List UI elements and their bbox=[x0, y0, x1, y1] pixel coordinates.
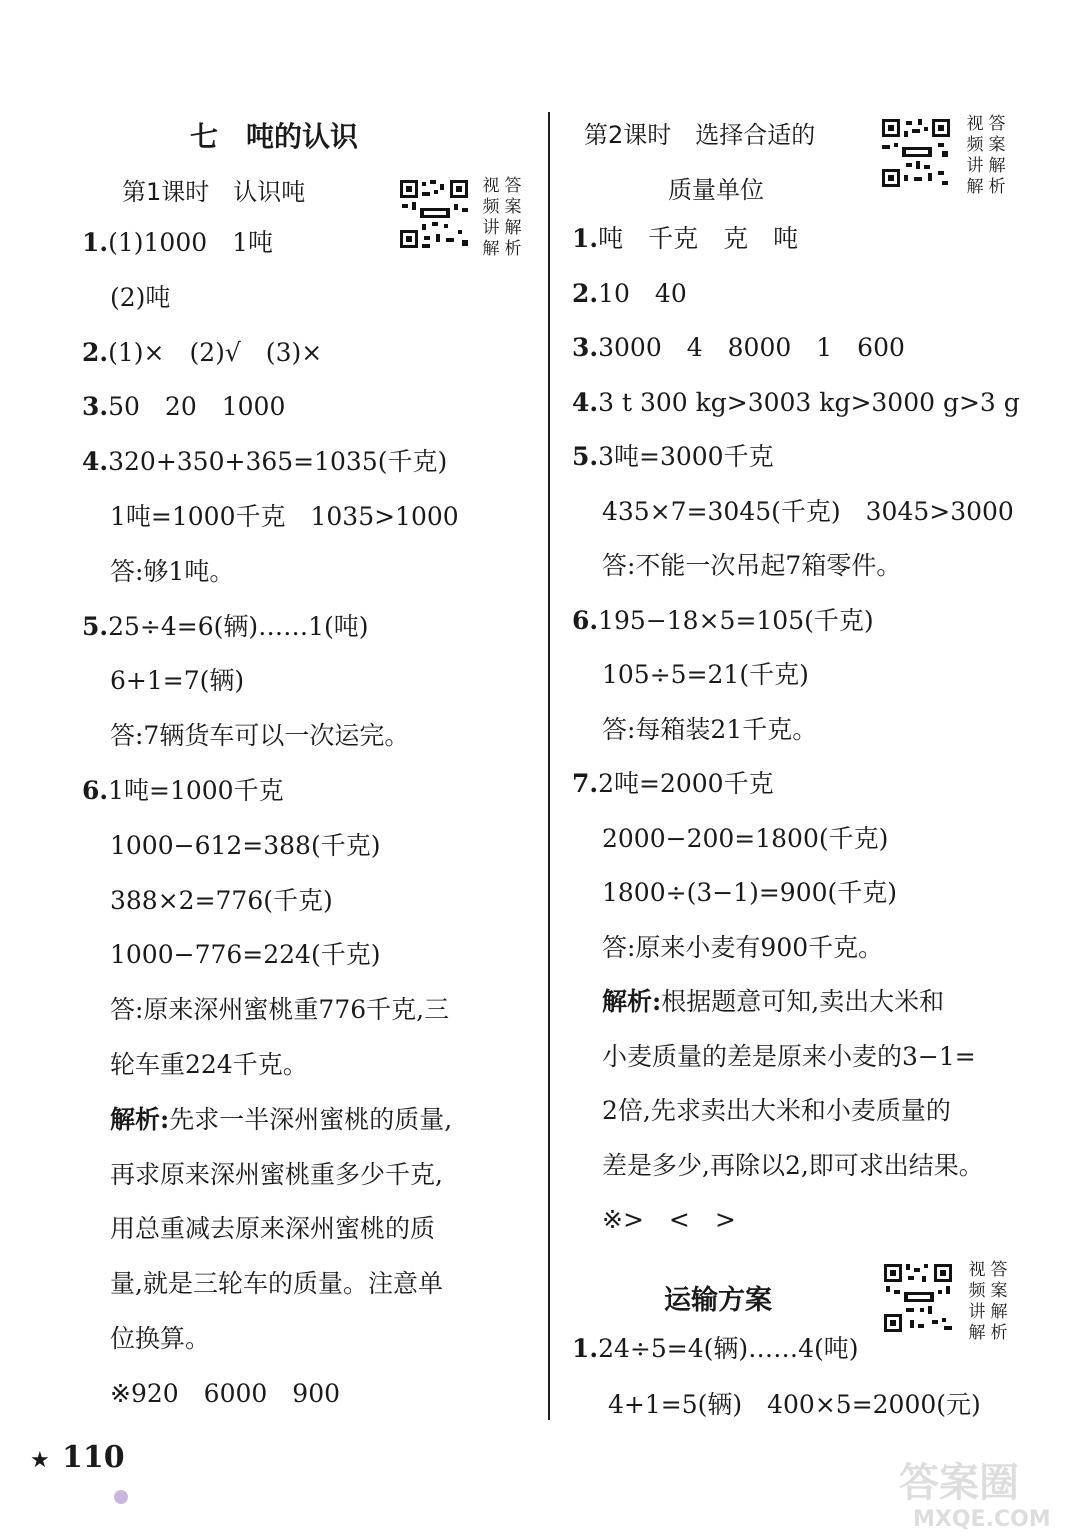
qr-caption-char: 答 bbox=[504, 176, 522, 196]
qr-caption-char: 答 bbox=[988, 114, 1006, 134]
analysis-label: 解析: bbox=[110, 1104, 170, 1134]
answer-line bbox=[602, 876, 897, 910]
answer-text: 吨 千克 克 吨 bbox=[598, 224, 799, 253]
answer-text: 4+1=5(辆) 400×5=2000(元) bbox=[608, 1390, 981, 1419]
page-number: 110 bbox=[62, 1440, 125, 1475]
answer-text: 50 20 1000 bbox=[108, 392, 286, 422]
qr-caption-char: 频 bbox=[482, 197, 500, 217]
question-number: 1. bbox=[572, 1334, 599, 1363]
answer-text: 435×7=3045(千克) 3045>3000 bbox=[602, 496, 1014, 526]
answer-line bbox=[602, 713, 817, 747]
question-number: 3. bbox=[82, 392, 109, 422]
answer-text: 答:够1吨。 bbox=[110, 556, 235, 586]
lesson-2-title-line1: 第2课时 选择合适的 bbox=[584, 121, 816, 149]
question-number: 1. bbox=[82, 228, 109, 257]
answer-line bbox=[572, 277, 687, 311]
qr-caption-char: 解 bbox=[482, 239, 500, 259]
answer-text: 1000−612=388(千克) bbox=[110, 830, 381, 860]
answer-line bbox=[110, 664, 244, 698]
answer-line bbox=[110, 1322, 210, 1356]
qr-caption-char: 讲 bbox=[482, 218, 500, 238]
answer-line bbox=[602, 985, 944, 1019]
answer-line bbox=[602, 1149, 984, 1183]
answer-line bbox=[572, 1332, 859, 1366]
answer-text: 105÷5=21(千克) bbox=[602, 660, 809, 689]
qr-caption-char: 解 bbox=[990, 1302, 1008, 1322]
qr-caption bbox=[480, 176, 526, 260]
answer-line bbox=[110, 884, 333, 918]
answer-line bbox=[82, 226, 273, 260]
question-number: 1. bbox=[572, 224, 599, 253]
answer-line bbox=[608, 1388, 981, 1422]
answer-text: 根据题意可知,卖出大米和 bbox=[661, 987, 945, 1016]
qr-caption-char: 析 bbox=[504, 239, 522, 259]
answer-text: 10 40 bbox=[598, 278, 687, 308]
answer-line bbox=[82, 390, 285, 424]
answer-text: 先求一半深州蜜桃的质量, bbox=[169, 1104, 453, 1134]
answer-text: ※920 6000 900 bbox=[110, 1378, 341, 1408]
answer-line bbox=[572, 331, 905, 365]
answer-text: 195−18×5=105(千克) bbox=[598, 605, 874, 635]
answer-text: 答:7辆货车可以一次运完。 bbox=[110, 721, 410, 751]
answer-text: 25÷4=6(辆)……1(吨) bbox=[108, 611, 369, 641]
answer-text: 答:原来深州蜜桃重776千克,三 bbox=[110, 995, 450, 1025]
answer-line bbox=[82, 336, 322, 370]
decorative-dot bbox=[114, 1490, 128, 1504]
answer-line bbox=[110, 829, 380, 863]
question-number: 2. bbox=[82, 337, 109, 367]
question-number: 2. bbox=[572, 278, 599, 308]
qr-caption-char: 案 bbox=[990, 1281, 1008, 1301]
answer-line bbox=[602, 1094, 951, 1128]
chapter-title: 七 吨的认识 bbox=[190, 120, 359, 153]
answer-text: 320+350+365=1035(千克) bbox=[108, 447, 448, 477]
answer-text: 3 t 300 kg>3003 kg>3000 g>3 g bbox=[598, 387, 1020, 417]
qr-caption-char: 析 bbox=[988, 177, 1006, 197]
qr-code-icon[interactable] bbox=[882, 1262, 954, 1334]
question-number: 6. bbox=[82, 776, 109, 805]
answer-line bbox=[602, 822, 888, 856]
qr-caption-char: 视 bbox=[482, 176, 500, 196]
answer-line bbox=[572, 440, 774, 474]
answer-text: 答:原来小麦有900千克。 bbox=[602, 932, 884, 962]
answer-line bbox=[110, 993, 449, 1027]
answer-line bbox=[110, 1158, 443, 1192]
answer-text: 24÷5=4(辆)……4(吨) bbox=[598, 1334, 859, 1363]
answer-text: 答:不能一次吊起7箱零件。 bbox=[602, 551, 902, 580]
question-number: 6. bbox=[572, 605, 599, 635]
qr-caption-char: 解 bbox=[966, 177, 984, 197]
answer-line bbox=[110, 1048, 308, 1082]
answer-line bbox=[110, 500, 459, 534]
qr-caption-char: 讲 bbox=[966, 156, 984, 176]
answer-text: 2倍,先求卖出大米和小麦质量的 bbox=[602, 1096, 951, 1125]
analysis-label: 解析: bbox=[602, 987, 662, 1016]
answer-text: 用总重减去原来深州蜜桃的质 bbox=[110, 1214, 436, 1244]
answer-text: 1000−776=224(千克) bbox=[110, 940, 381, 970]
answer-line bbox=[572, 604, 874, 638]
question-number: 3. bbox=[572, 333, 599, 362]
svg-text:MXQE.COM: MXQE.COM bbox=[913, 1507, 1051, 1530]
answer-text: 轮车重224千克。 bbox=[110, 1050, 308, 1079]
column-divider bbox=[548, 112, 550, 1420]
answer-text: 1800÷(3−1)=900(千克) bbox=[602, 878, 898, 907]
qr-caption-char: 析 bbox=[990, 1323, 1008, 1343]
answer-text: 量,就是三轮车的质量。注意单 bbox=[110, 1269, 443, 1299]
answer-text: 1吨=1000千克 bbox=[108, 776, 284, 805]
answer-text: 2000−200=1800(千克) bbox=[602, 823, 889, 853]
answer-line bbox=[602, 549, 901, 583]
qr-caption-char: 案 bbox=[988, 135, 1006, 155]
answer-line bbox=[602, 495, 1014, 529]
qr-caption-char: 解 bbox=[988, 156, 1006, 176]
answer-line bbox=[82, 774, 284, 808]
qr-caption-char: 解 bbox=[504, 218, 522, 238]
answer-text: 答:每箱装21千克。 bbox=[602, 714, 818, 744]
answer-text: 再求原来深州蜜桃重多少千克, bbox=[110, 1159, 443, 1189]
star-icon: ★ bbox=[30, 1448, 50, 1473]
answer-text: 位换算。 bbox=[110, 1324, 211, 1353]
answer-text: ※> < > bbox=[602, 1205, 736, 1234]
qr-caption-char: 频 bbox=[966, 135, 984, 155]
answer-line bbox=[602, 1040, 976, 1074]
svg-text:答案圈: 答案圈 bbox=[899, 1460, 1019, 1506]
answer-text: 2吨=2000千克 bbox=[598, 769, 774, 798]
answer-line bbox=[82, 445, 447, 479]
answer-line bbox=[110, 1103, 452, 1137]
qr-caption-char: 视 bbox=[968, 1260, 986, 1280]
answer-line bbox=[110, 719, 409, 753]
answer-line bbox=[110, 1212, 435, 1246]
answer-line bbox=[572, 386, 1020, 420]
question-number: 5. bbox=[572, 442, 599, 471]
answer-line bbox=[110, 1267, 443, 1301]
qr-caption bbox=[966, 1260, 1012, 1344]
watermark-logo bbox=[895, 1450, 1065, 1530]
qr-code-icon[interactable] bbox=[398, 178, 470, 250]
question-number: 7. bbox=[572, 769, 599, 798]
answer-text: 小麦质量的差是原来小麦的3−1= bbox=[602, 1041, 976, 1071]
question-number: 4. bbox=[572, 387, 599, 417]
answer-text: (1)× (2)√ (3)× bbox=[108, 337, 323, 367]
answer-text: 6+1=7(辆) bbox=[110, 666, 245, 696]
qr-caption-char: 频 bbox=[968, 1281, 986, 1301]
answer-line bbox=[110, 1377, 340, 1411]
qr-code-icon[interactable] bbox=[880, 117, 952, 189]
answer-text: 1吨=1000千克 1035>1000 bbox=[110, 502, 459, 531]
answer-text: (1)1000 1吨 bbox=[108, 228, 274, 257]
qr-caption-char: 案 bbox=[504, 197, 522, 217]
answer-text: (2)吨 bbox=[110, 282, 171, 312]
answer-line bbox=[110, 938, 380, 972]
answer-text: 3吨=3000千克 bbox=[598, 442, 774, 471]
answer-text: 3000 4 8000 1 600 bbox=[598, 333, 905, 362]
answer-line bbox=[572, 767, 774, 801]
question-number: 5. bbox=[82, 611, 109, 641]
answer-line bbox=[110, 555, 234, 589]
answer-line bbox=[602, 658, 809, 692]
question-number: 4. bbox=[82, 447, 109, 477]
answer-line bbox=[110, 281, 170, 315]
answer-text: 差是多少,再除以2,即可求出结果。 bbox=[602, 1150, 984, 1180]
qr-caption-char: 答 bbox=[990, 1260, 1008, 1280]
qr-caption-char: 讲 bbox=[968, 1302, 986, 1322]
answer-text: 388×2=776(千克) bbox=[110, 885, 333, 915]
answer-line bbox=[602, 1203, 736, 1237]
section-title: 运输方案 bbox=[664, 1285, 772, 1316]
answer-line bbox=[82, 610, 369, 644]
qr-caption-char: 解 bbox=[968, 1323, 986, 1343]
qr-caption-char: 视 bbox=[966, 114, 984, 134]
answer-line bbox=[572, 222, 798, 256]
lesson-2-title-line2: 质量单位 bbox=[668, 176, 764, 204]
qr-caption bbox=[964, 114, 1010, 198]
lesson-1-title: 第1课时 认识吨 bbox=[122, 178, 306, 206]
answer-line bbox=[602, 931, 883, 965]
